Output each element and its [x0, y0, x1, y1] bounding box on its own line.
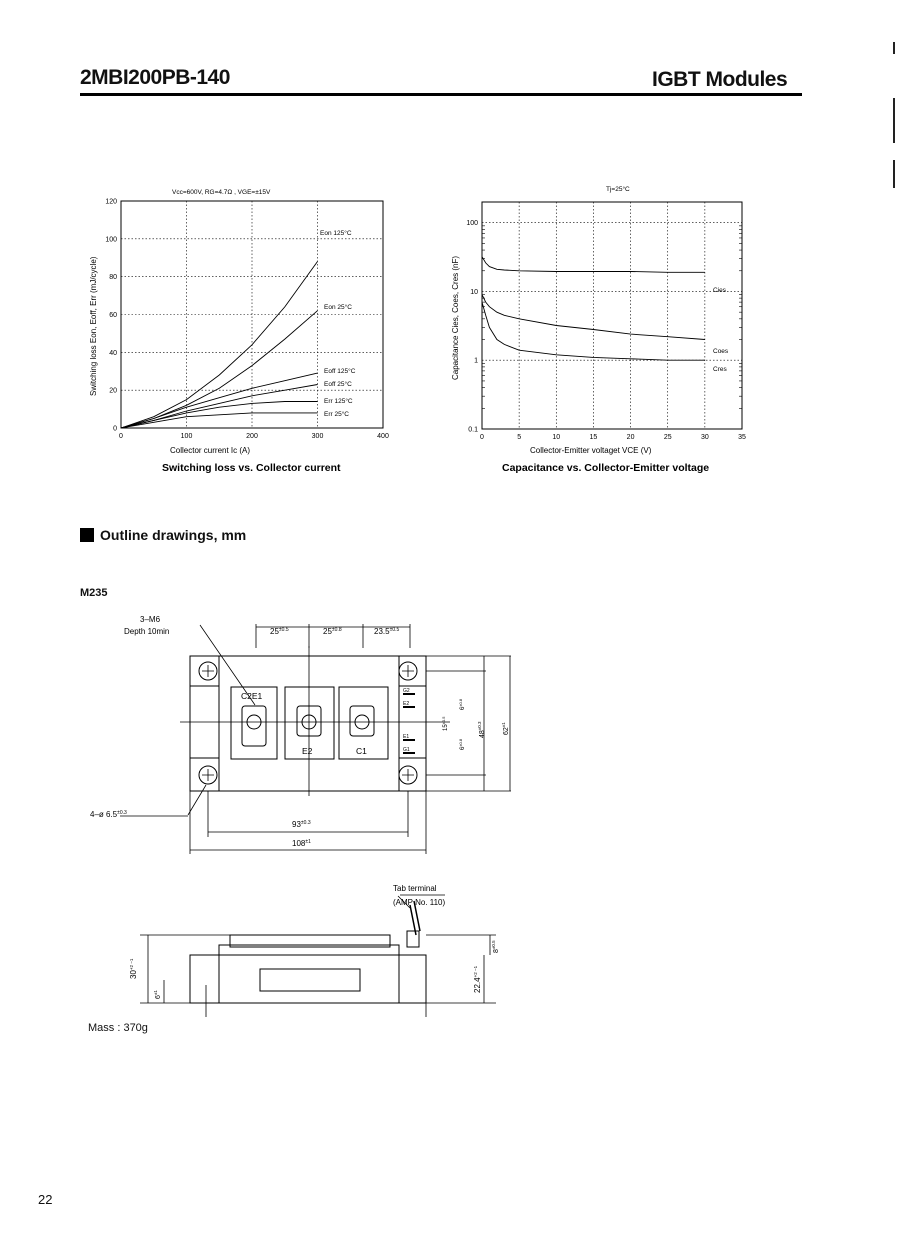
thread-spec: 3–M6: [140, 615, 161, 624]
dim-8: $8^{\pm 0.5}$: [491, 940, 500, 953]
dim-6a: $6^{\pm 0.8}$: [458, 698, 466, 710]
terminal-pad: [350, 706, 374, 736]
module-case: [219, 945, 399, 1003]
y-ticks: [466, 220, 478, 433]
dim-30: $30^{+2 -1}$: [129, 958, 138, 979]
x-ticks: [119, 433, 389, 440]
part-number: 2MBI200PB-140: [80, 66, 230, 89]
module-base: [190, 955, 426, 1003]
x-tick-label: 400: [377, 433, 389, 440]
series-line: [121, 311, 318, 428]
x-tick-label: 10: [552, 434, 561, 441]
label-coes: Coes: [713, 348, 729, 355]
y-tick-label: 10: [470, 288, 478, 296]
mass-spec: Mass : 370g: [88, 1022, 148, 1034]
y-tick-label: 100: [466, 220, 478, 228]
x-tick-label: 30: [700, 434, 709, 441]
y-tick-label: 0.1: [468, 426, 478, 434]
terminal-label-c1: C1: [356, 746, 367, 756]
tab-base: [407, 931, 419, 947]
series-line: [121, 373, 318, 428]
y-tick-label: 0: [113, 425, 117, 433]
label-area: [260, 969, 360, 991]
mount-hole-spec: 4–ø $6.5^{\pm 0.3}$: [90, 810, 127, 819]
label-eon25: Eon 25°C: [324, 304, 352, 311]
y-axis-label: Switching loss Eon, Eoff, Err (mJ/cycle): [89, 256, 98, 396]
x-tick-label: 100: [180, 433, 193, 440]
grid: [482, 202, 742, 429]
product-category: IGBT Modules: [652, 68, 788, 91]
section-title: [80, 527, 246, 543]
margin-mark: [893, 98, 895, 143]
pin-g1: G1: [403, 747, 410, 753]
y-tick-label: 80: [109, 274, 117, 282]
terminal-label-e2: E2: [302, 746, 313, 756]
y-axis-label: Capacitance Cies, Coes, Cres (nF): [451, 255, 460, 380]
chart-caption: Switching loss vs. Collector current: [162, 462, 341, 474]
chart-conditions: Vcc=600V, RG=4.7Ω , VGE=±15V: [172, 189, 271, 196]
x-tick-label: 200: [246, 433, 258, 440]
amp-number: (AMP No. 110): [393, 898, 446, 907]
switching-loss-chart: [80, 180, 410, 480]
pin-g2: G2: [403, 688, 410, 694]
dim-224: $22.4^{+2 -1}$: [473, 965, 482, 993]
label-err25: Err 25°C: [324, 411, 349, 418]
package-code: M235: [80, 587, 108, 599]
x-tick-label: 25: [663, 434, 672, 441]
label-eon125: Eon 125°C: [320, 230, 352, 237]
x-ticks: [480, 434, 746, 441]
outline-side-view: [80, 875, 540, 1020]
x-tick-label: 15: [589, 434, 598, 441]
dim-25b: $25^{\pm 0.8}$: [323, 627, 342, 636]
y-tick-label: 120: [105, 198, 117, 206]
y-tick-label: 100: [105, 236, 117, 244]
label-eoff125: Eoff 125°C: [324, 368, 356, 375]
dim-62: $62^{\pm 1}$: [501, 722, 510, 735]
x-tick-label: 0: [119, 433, 123, 440]
series-lines: [121, 262, 318, 429]
pin-e1: E1: [403, 734, 410, 740]
x-axis-label: Collector current Ic (A): [170, 446, 251, 455]
y-tick-label: 60: [109, 312, 117, 319]
dim-6b: $6^{\pm 0.8}$: [458, 738, 466, 750]
capacitance-chart: [440, 180, 780, 480]
x-axis-label: Collector-Emitter voltaget VCE (V): [530, 446, 652, 455]
x-tick-label: 5: [517, 434, 522, 441]
dim-25a: $25^{\pm 0.5}$: [270, 627, 289, 636]
y-ticks: [105, 199, 117, 433]
pin-e2: E2: [403, 701, 410, 707]
dim-235: $23.5^{\pm 0.5}$: [374, 627, 400, 636]
x-tick-label: 0: [480, 434, 484, 441]
depth-spec: Depth 10min: [124, 627, 170, 636]
chart-caption: Capacitance vs. Collector-Emitter voltage: [502, 462, 710, 474]
section-title-text: Outline drawings, mm: [100, 527, 247, 543]
y-tick-label: 1: [474, 357, 478, 365]
dim-108: $108^{\pm 1}$: [292, 839, 311, 848]
x-tick-label: 35: [738, 434, 746, 441]
dim-6c: $6^{\pm 1}$: [153, 990, 162, 999]
dim-48: $48^{\pm 0.3}$: [477, 721, 486, 738]
tab-terminal-label: Tab terminal: [393, 884, 437, 893]
y-tick-label: 20: [109, 387, 117, 395]
margin-mark: [893, 42, 895, 54]
dim-15: $15^{\pm 0.5}$: [441, 716, 449, 731]
module-body: [190, 656, 426, 791]
plot-frame: [482, 202, 742, 429]
label-eoff25: Eoff 25°C: [324, 381, 352, 388]
x-tick-label: 300: [311, 433, 324, 440]
outline-top-view: [80, 600, 540, 860]
label-cres: Cres: [713, 366, 727, 373]
terminal-pad: [242, 706, 266, 746]
page-number: 22: [38, 1192, 53, 1207]
dim-93: $93^{\pm 0.3}$: [292, 820, 311, 829]
terminal-label-c2e1: C2E1: [241, 691, 263, 701]
chart-conditions: Tj=25°C: [606, 186, 630, 193]
header-rule: [80, 93, 802, 96]
margin-mark: [893, 160, 895, 188]
y-tick-label: 40: [109, 349, 117, 357]
case-edges: [190, 955, 399, 1003]
label-cies: Cies: [713, 287, 727, 294]
label-err125: Err 125°C: [324, 398, 353, 405]
bullet-square-icon: [80, 528, 94, 542]
series-line: [121, 413, 318, 428]
x-tick-label: 20: [626, 434, 635, 441]
